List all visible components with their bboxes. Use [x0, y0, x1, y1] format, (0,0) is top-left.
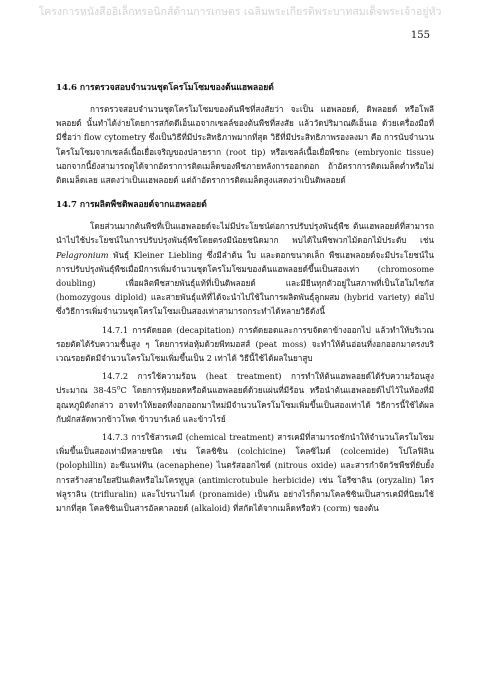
subsection-14-7-3: 14.7.3 การใช้สารเคมี (chemical treatment) สารเคมีที่สามารถชักนำให้จำนวนโครโมโซมเพิ่มขึ้นเป็นสองเท่ามีหลายชนิด เช่น โคลชิซิน (colchicine) โคลซิไมด์ (colcemide) โปโลฟิลิน (polophillin) อะซีแนฟทีน (acenaphene) ไนตรัสออกไซด์ (nitrous oxide) และสารกำจัดวัชพืชที่ยับยั้งการสร้างสายใยสปินเดิลหรือไมโครทูบูล (antimicrotubule herbicide) เช่น โอรีซาลิน (oryzalin) ไตรฟลูราลิน (trifluralin) และโปรนาไมด์ (pronamide) เป็นต้น อย่างไรก็ตามโคลชิซินเป็นสารเคมีที่นิยมใช้มากที่สุด โคลชิซินเป็นสารอัลคาลอยด์ (alkaloid) ที่สกัดได้จากเมล็ดหรือหัว (corm) ของต้น — [56, 432, 434, 514]
page-number: 155 — [410, 30, 430, 41]
heat-text-a: 14.7.2 การใช้ความร้อน (heat treatment) การทำให้ต้นแฮพลอยด์ได้รับความร้อนสูงประมาณ 38-45 — [56, 371, 434, 396]
section-14-6-paragraph: การตรวจสอบจำนวนชุดโครโมโซมของต้นพืชที่สงสัยว่า จะเป็น แฮพลอยด์, ดิพลอยด์ หรือโพลีพลอยด์ นั้นทำได้ง่ายโดยการสกัดดีเอ็นเอจากเซลล์ของต้นพืชที่สงสัย แล้ววัดปริมาณดีเอ็นเอ ด้วยเครื่องมือที่มีชื่อว่า flow cytometry ซึ่งเป็นวิธีที่มีประสิทธิภาพมากที่สุด วิธีที่มีประสิทธิภาพรองลงมา คือ การนับจำนวนโครโมโซมจากเซลล์เนื้อเยื่อเจริญของปลายราก (root tip) หรือเซลล์เนื้อเยื่อพืชกะ (embryonic tissue) นอกจากนี้ยังสามารถดูได้จากอัตราการติดเมล็ดของพืชภายหลังการออกดอก ถ้าอัตราการติดเมล็ดต่ำหรือไม่ติดเมล็ดเลย แสดงว่าเป็นแฮพลอยด์ แต่ถ้าอัตราการติดเมล็ดสูงแสดงว่าเป็นดิพลอยด์ — [56, 104, 434, 186]
section-14-7-intro — [56, 219, 434, 318]
section-heading-14-7: 14.7 การผลิตพืชดิพลอยด์จากแฮพลอยด์ — [56, 200, 207, 211]
intro-text-1: โดยส่วนมากต้นพืชที่เป็นแฮพลอยด์จะไม่มีประโยชน์ต่อการปรับปรุงพันธุ์พืช ต้นแฮพลอยด์ที่สามารถนำไปใช้ประโยชน์ในการปรับปรุงพันธุ์พืชโดยตรงมีน้อยชนิดมาก พบได้ในพืชพวกไม้ดอกไม้ประดับ เช่น — [56, 221, 434, 246]
subsection-14-7-1: 14.7.1 การตัดยอด (decapitation) การตัดยอดและการขจัดตาข้างออกไป แล้วทำให้บริเวณรอยตัดได้รับความชื้นสูง ๆ โดยการห่อหุ้มด้วยพีทมอสส์ (peat moss) จะทำให้ต้นอ่อนที่งอกออกมาตรงบริเวณรอยตัดมีจำนวนโครโมโซมเพิ่มขึ้นเป็น 2 เท่าได้ วิธีนี้ใช้ได้ผลในยาสูบ — [56, 324, 434, 364]
subsection-14-7-2 — [56, 369, 434, 426]
section-heading-14-6: 14.6 การตรวจสอบจำนวนชุดโครโมโซมของต้นแฮพลอยด์ — [56, 83, 274, 93]
species-name: Pelagronium — [56, 249, 109, 260]
watermark-header: โครงการหนังสืออิเล็กทรอนิกส์ด้านการเกษตร เฉลิมพระเกียรติพระบาทสมเด็จพระเจ้าอยู่หัว — [38, 6, 442, 18]
page-content — [56, 82, 434, 515]
intro-text-2: พันธุ์ Kleiner Liebling ซึ่งมีลำต้น ใบ และดอกขนาดเล็ก พืชแฮพลอยด์จะมีประโยชน์ในการปรับปรุงพันธุ์พืชเมื่อมีการเพิ่มจำนวนชุดโครโมโซมของต้นแฮพลอยด์ขึ้นเป็นสองเท่า (chromosome doubling) เพื่อผลิตพืชสายพันธุ์แท้ที่เป็นดิพลอยด์ และมียีนทุกตัวอยู่ในสภาพที่เป็นโฮโมไซกัส (homozygous diploid) และสายพันธุ์แท้ที่ได้จะนำไปใช้ในการผลิตพันธุ์ลูกผสม (hybrid variety) ต่อไป ซึ่งวิธีการเพิ่มจำนวนชุดโครโมโซมเป็นสองเท่าสามารถกระทำได้หลายวิธีดังนี้ — [56, 249, 435, 317]
heat-text-b: C โดยการหุ้มยอดหรือต้นแฮพลอยด์ด้วยแผ่นที่มีร้อน หรือนำต้นแฮพลอยด์ไปไว้ในห้องที่มีอุณหภูมิดังกล่าว อาจทำให้ยอดที่งอกออกมาใหม่มีจำนวนโครโมโซมเพิ่มขึ้นเป็นสองเท่าได้ วิธีการนี้ใช้ได้ผลกับผักสลัดพวกข้าวโพด ข้าวบาร์เลย์ และข้าวไรย์ — [56, 385, 434, 424]
degree-sign: o — [116, 384, 121, 392]
